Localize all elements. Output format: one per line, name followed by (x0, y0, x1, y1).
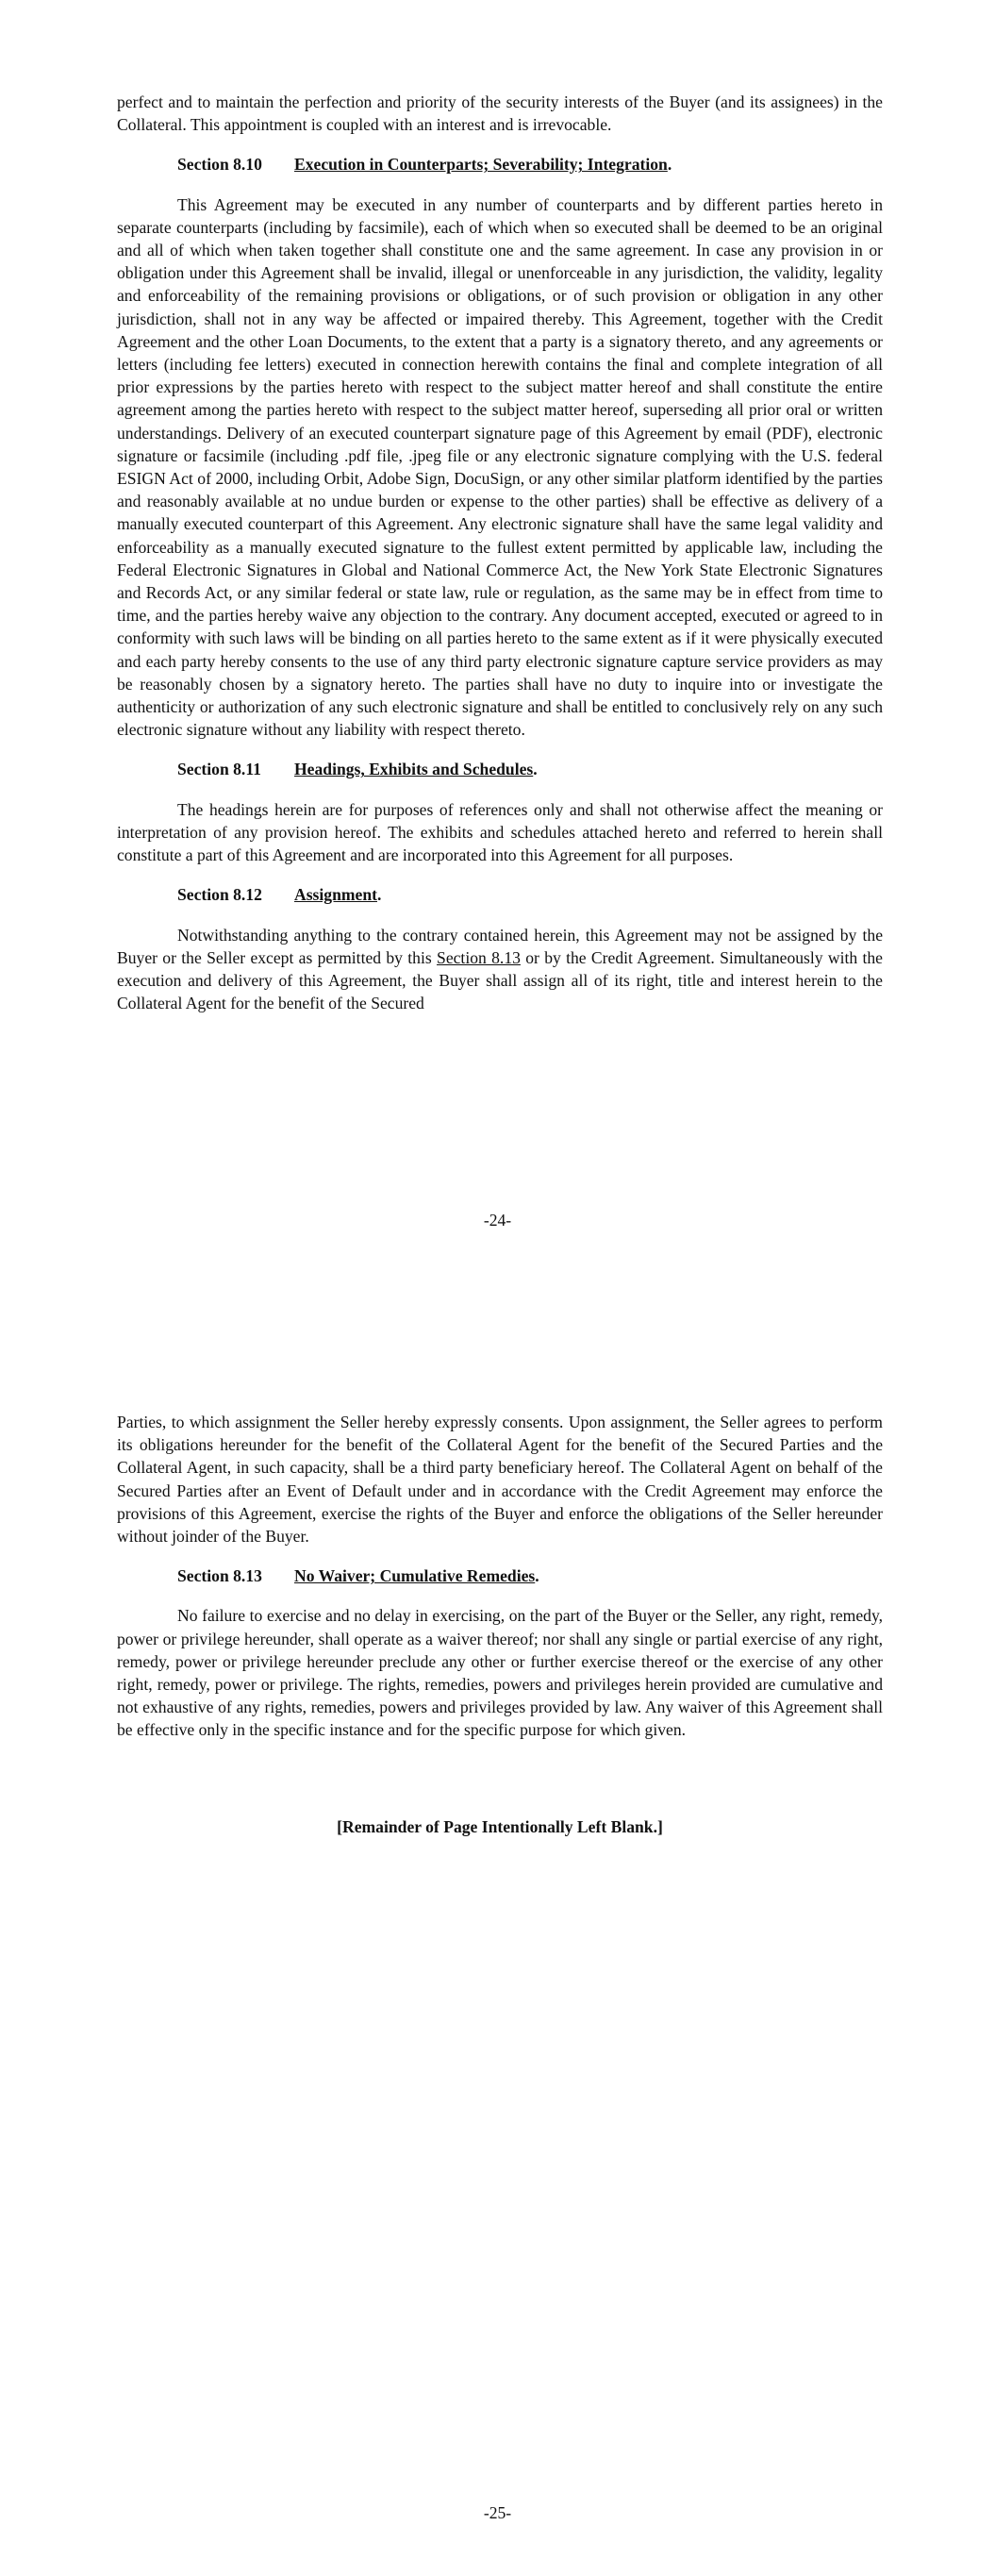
section-number: Section 8.13 (177, 1566, 262, 1586)
page-number-25: -25- (483, 2503, 512, 2522)
section-8-13-body: No failure to exercise and no delay in exercising, on the part of the Buyer or the Seller, any right, remedy, power or privilege hereunder, shall operate as a waiver thereof; nor shall any single or partial exercise of any right, remedy, power or privilege hereunder preclude any other or further exercise thereof or the exercise of any other right, remedy, power or privilege. The rights, remedies, powers and privileges herein provided are cumulative and not exhaustive of any rights, remedies, powers and privileges provided by law. Any waiver of this Agreement shall be effective only in the specific instance and for the specific purpose for which given. (117, 1606, 883, 1740)
section-8-12-body (117, 924, 883, 1015)
section-number: Section 8.11 (177, 760, 261, 779)
section-8-10-heading: Section 8.10 Execution in Counterparts; Severability; Integration. (117, 153, 883, 176)
page-24-content (117, 91, 883, 1014)
remainder-notice: [Remainder of Page Intentionally Left Blank.] (337, 1816, 663, 1836)
page-number-24: -24- (483, 1211, 512, 1229)
section-title: Execution in Counterparts; Severability; Integration (294, 155, 668, 175)
page-25-content (117, 1411, 883, 1838)
section-8-11-heading: Section 8.11 Headings, Exhibits and Schedules. (117, 758, 883, 780)
continuation-paragraph: perfect and to maintain the perfection and priority of the security interests of the Buyer (and its assignees) in the Collateral. This appointment is coupled with an interest and is irrevocable. (117, 92, 883, 135)
section-title: Headings, Exhibits and Schedules (294, 760, 534, 779)
section-8-12-heading: Section 8.12 Assignment. (117, 883, 883, 906)
section-8-13-heading: Section 8.13 No Waiver; Cumulative Remedies. (117, 1564, 883, 1587)
section-8-11-body: The headings herein are for purposes of references only and shall not otherwise affect the meaning or interpretation of any provision hereof. The exhibits and schedules attached hereto and referred to herein shall constitute a part of this Agreement and are incorporated into this Agreement for all purposes. (117, 799, 883, 865)
section-8-12-body-part-b: or by the Credit Agreement. Simultaneously with the execution and delivery of this Agreement, the Buyer shall assign all of its right, title and interest herein to the Collateral Agent for the benefit of the Secured (117, 947, 883, 1013)
section-8-10-body: This Agreement may be executed in any number of counterparts and by different parties hereto in separate counterparts (including by facsimile), each of which when so executed shall be deemed to be an original and all of which when taken together shall constitute one and the same agreement. In case any provision in or obligation under this Agreement shall be invalid, illegal or unenforceable in any jurisdiction, the validity, legality and enforceability of the remaining provisions or obligations, or of such provision or obligation in any other jurisdiction, shall not in any way be affected or impaired thereby. This Agreement, together with the Credit Agreement and the other Loan Documents, to the extent that a party is a signatory thereto, and any agreements or letters (including fee letters) executed in connection herewith contains the final and complete integration of all prior expressions by the parties hereto with respect to the subject matter hereof and shall constitute the entire agreement among the parties hereto with respect to the subject matter hereof, superseding all prior oral or written understandings. Delivery of an executed counterpart signature page of this Agreement by email (PDF), electronic signature or facsimile (including .pdf file, .jpeg file or any electronic signature complying with the U.S. federal ESIGN Act of 2000, including Orbit, Adobe Sign, DocuSign, or any other similar platform identified by the parties and reasonably available at no undue burden or expense to the other parties) shall be effective as delivery of a manually executed counterpart of this Agreement. Any electronic signature shall have the same legal validity and enforceability as a manually executed signature to the fullest extent permitted by applicable law, including the Federal Electronic Signatures in Global and National Commerce Act, the New York State Electronic Signatures and Records Act, or any similar federal or state law, rule or regulation, as the same may be in effect from time to time, and the parties hereby waive any objection to the contrary. Any document accepted, executed or agreed to in conformity with such laws will be binding on all parties hereto to the same extent as if it were physically executed and each party hereby consents to the use of any third party electronic signature capture service providers as may be reasonably chosen by a signatory hereto. The parties shall have no duty to inquire into or investigate the authenticity or authorization of any such electronic signature and shall be entitled to conclusively rely on any such electronic signature without any liability with respect thereto. (117, 194, 883, 740)
continuation-paragraph: Parties, to which assignment the Seller hereby expressly consents. Upon assignment, the Seller agrees to perform its obligations hereunder for the benefit of the Collateral Agent for the benefit of the Secured Parties and the Collateral Agent, in such capacity, shall be a third party beneficiary hereof. The Collateral Agent on behalf of the Secured Parties after an Event of Default under and in accordance with the Credit Agreement may enforce the provisions of this Agreement, exercise the rights of the Buyer and enforce the obligations of the Seller hereunder without joinder of the Buyer. (117, 1413, 883, 1547)
page-25 (0, 1288, 995, 2576)
section-8-12-body-part-a: Notwithstanding anything to the contrary contained herein, this Agreement may not be assigned by the Buyer or the Seller except as permitted by this (117, 925, 883, 967)
section-8-13-cross-reference: Section 8.13 (437, 947, 521, 967)
section-title: No Waiver; Cumulative Remedies (294, 1566, 536, 1586)
section-number: Section 8.10 (177, 155, 262, 175)
section-number: Section 8.12 (177, 885, 262, 905)
section-title: Assignment (294, 885, 377, 905)
